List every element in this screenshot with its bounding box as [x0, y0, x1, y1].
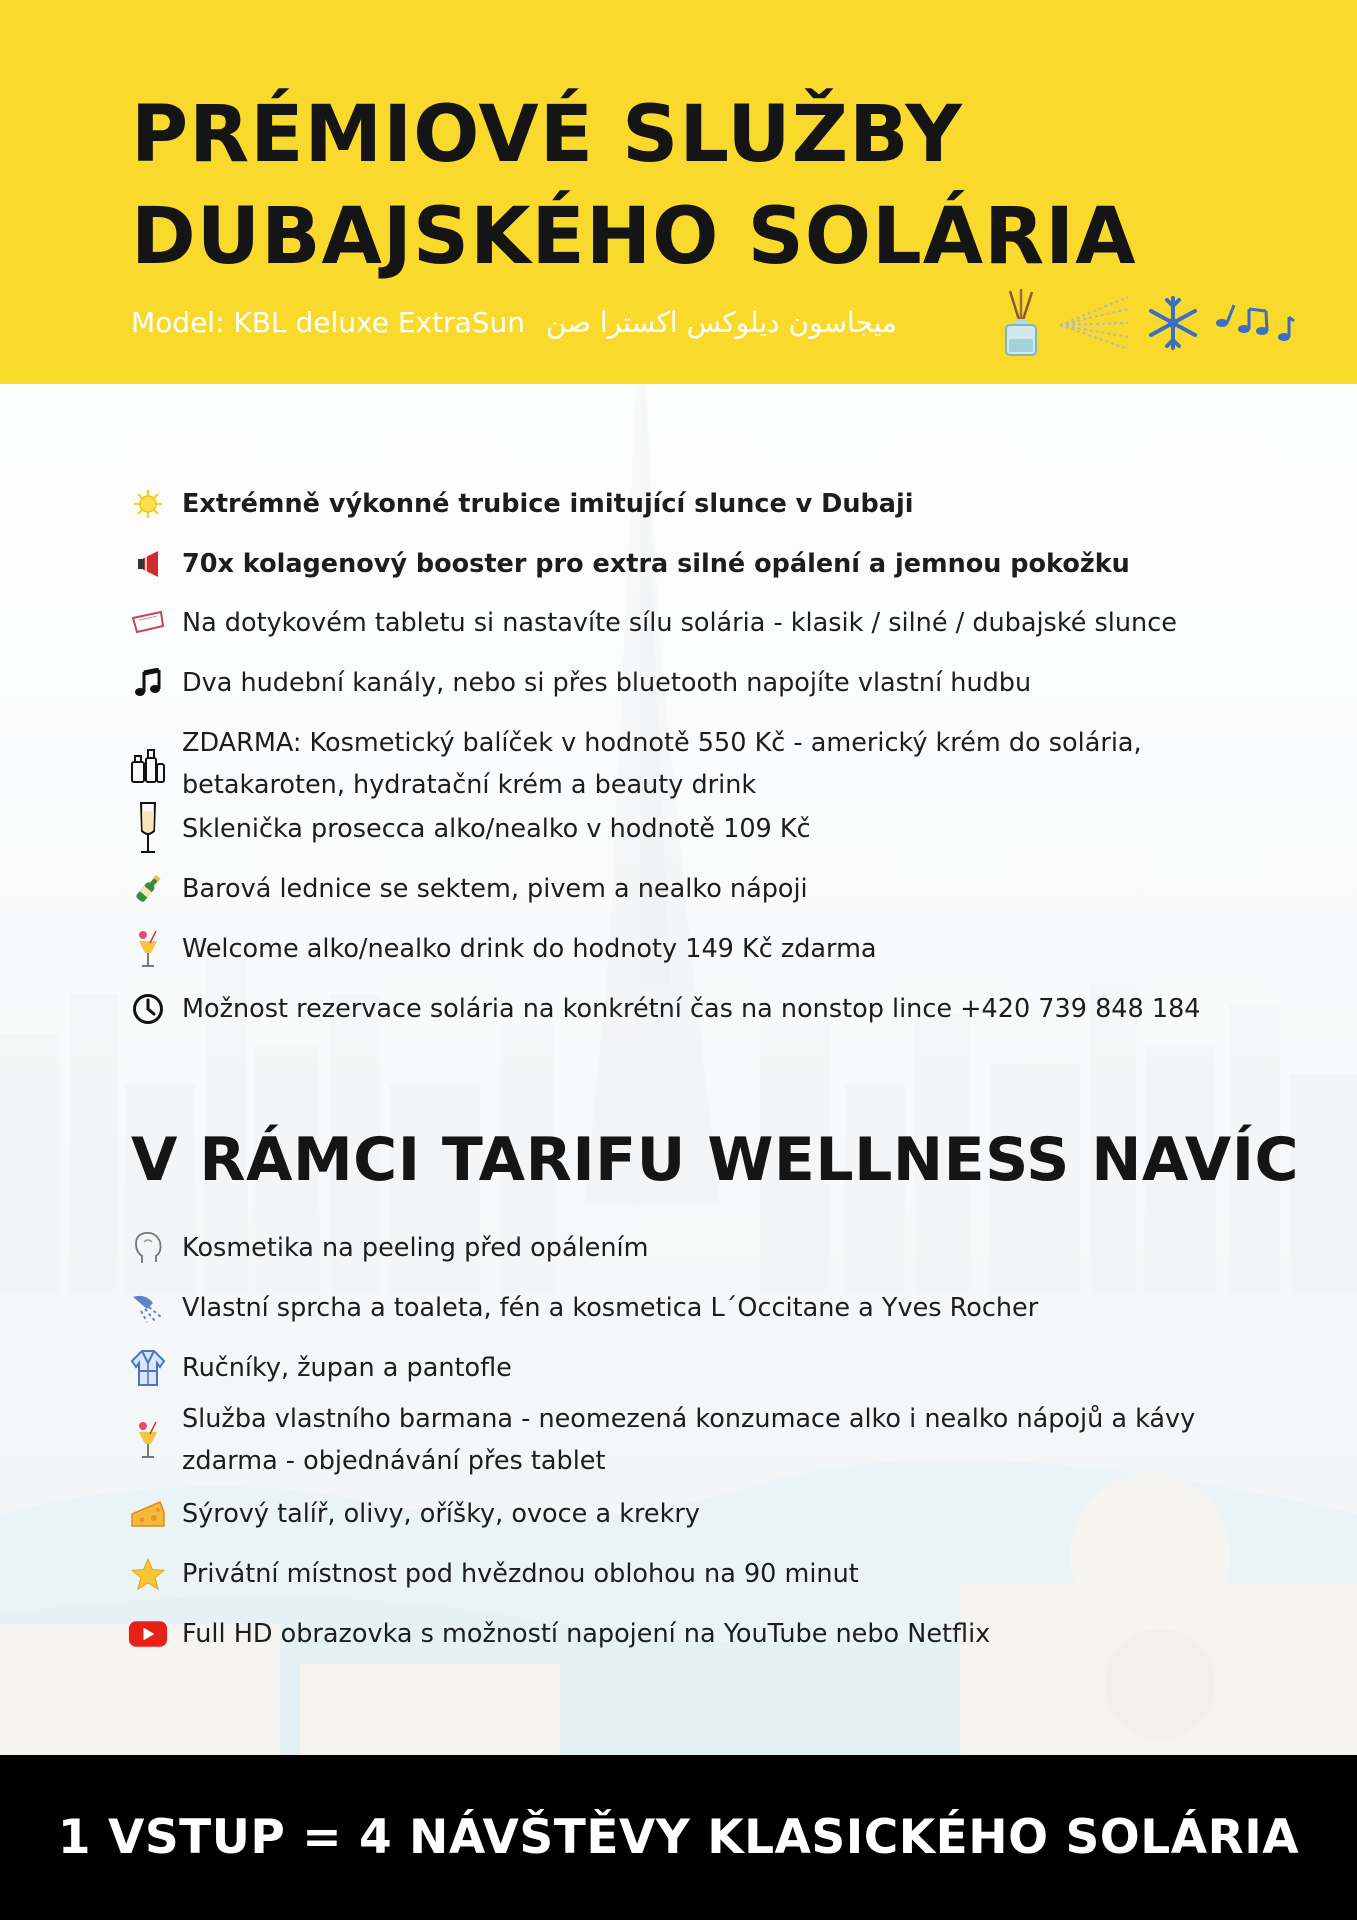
star-icon — [128, 1554, 168, 1594]
wellness-item-peeling — [128, 1227, 1278, 1269]
wellness-text: Kosmetika na peeling před opálením — [182, 1233, 649, 1263]
music-note-icon — [128, 663, 168, 703]
wellness-text: Full HD obrazovka s možností napojení na YouTube nebo Netflix — [182, 1619, 991, 1649]
dubai-skyline-background — [0, 384, 1357, 1755]
background-veil — [0, 384, 1357, 1755]
footer-tagline: 1 VSTUP = 4 NÁVŠTĚVY KLASICKÉHO SOLÁRIA — [57, 1810, 1300, 1865]
face-icon — [128, 1228, 168, 1268]
wellness-item-towels — [128, 1347, 1278, 1389]
service-text: Barová lednice se sektem, pivem a nealko nápoji — [182, 874, 808, 904]
service-text: Welcome alko/nealko drink do hodnoty 149 Kč zdarma — [182, 934, 877, 964]
service-text: Extrémně výkonné trubice imitující slunce v Dubaji — [182, 489, 914, 519]
wellness-item-tv — [128, 1613, 1278, 1655]
collagen-booster-icon — [128, 544, 168, 584]
page-title-line2: DUBAJSKÉHO SOLÁRIA — [131, 192, 1137, 282]
music-notes-icon — [1214, 301, 1296, 350]
youtube-icon — [128, 1614, 168, 1654]
cosmetics-icon — [128, 744, 168, 784]
tablet-icon — [128, 603, 168, 643]
service-item-minibar — [128, 868, 1278, 910]
champagne-glass-icon — [128, 809, 168, 849]
bathrobe-icon — [128, 1348, 168, 1388]
service-item-prosecco — [128, 808, 1278, 850]
header-banner — [0, 0, 1357, 384]
service-item-welcome-drink — [128, 928, 1278, 970]
sun-icon — [128, 484, 168, 524]
model-line — [131, 306, 897, 339]
service-item-cosmetics — [128, 722, 1278, 806]
service-text-line1: ZDARMA: Kosmetický balíček v hodnotě 550 Kč - americký krém do solária, — [182, 728, 1142, 758]
wellness-text-line1: Služba vlastního barmana - neomezená konzumace alko i nealko nápojů a kávy — [182, 1404, 1196, 1434]
service-text: 70x kolagenový booster pro extra silné opálení a jemnou pokožku — [182, 549, 1130, 579]
cocktail-icon — [128, 929, 168, 969]
wellness-text-line2: zdarma - objednávání přes tablet — [182, 1446, 606, 1476]
wellness-item-cheese — [128, 1493, 1278, 1535]
cheese-icon — [128, 1494, 168, 1534]
feature-icons — [1000, 290, 1310, 360]
wellness-text: Ručníky, župan a pantofle — [182, 1353, 512, 1383]
shower-icon — [128, 1288, 168, 1328]
wellness-item-shower — [128, 1287, 1278, 1329]
wellness-text: Privátní místnost pod hvězdnou oblohou na 90 minut — [182, 1559, 859, 1589]
service-item-collagen — [128, 543, 1278, 585]
cocktail-icon — [128, 1420, 168, 1460]
model-label: Model: KBL deluxe ExtraSun — [131, 306, 526, 339]
reed-diffuser-icon — [1000, 289, 1042, 362]
wellness-text: Sýrový talíř, olivy, oříšky, ovoce a krekry — [182, 1499, 700, 1529]
service-item-music — [128, 662, 1278, 704]
service-text: Na dotykovém tabletu si nastavíte sílu solária - klasik / silné / dubajské slunce — [182, 608, 1177, 638]
clock-icon — [128, 989, 168, 1029]
page-title-line1: PRÉMIOVÉ SLUŽBY — [131, 90, 963, 180]
mist-spray-icon — [1056, 291, 1132, 360]
wellness-text — [182, 1398, 1195, 1482]
wellness-section-title: V RÁMCI TARIFU WELLNESS NAVÍC — [131, 1125, 1300, 1195]
service-item-tablet — [128, 602, 1278, 644]
footer-banner — [0, 1755, 1357, 1920]
service-text: Možnost rezervace solária na konkrétní čas na nonstop lince +420 739 848 184 — [182, 994, 1201, 1024]
wellness-item-barman — [128, 1398, 1278, 1482]
bottle-icon — [128, 869, 168, 909]
service-item-reservation — [128, 988, 1278, 1030]
service-text: Sklenička prosecca alko/nealko v hodnotě 109 Kč — [182, 814, 811, 844]
snowflake-icon — [1146, 294, 1200, 357]
wellness-text: Vlastní sprcha a toaleta, fén a kosmetica L´Occitane a Yves Rocher — [182, 1293, 1039, 1323]
page-title — [131, 84, 1137, 288]
service-item-tubes — [128, 483, 1278, 525]
service-text: Dva hudební kanály, nebo si přes bluetooth napojíte vlastní hudbu — [182, 668, 1032, 698]
model-arabic-name: ميجاسون ديلوكس اكسترا صن — [545, 306, 898, 339]
service-text-line2: betakaroten, hydratační krém a beauty drink — [182, 770, 757, 800]
wellness-item-private-room — [128, 1553, 1278, 1595]
service-text — [182, 722, 1142, 806]
